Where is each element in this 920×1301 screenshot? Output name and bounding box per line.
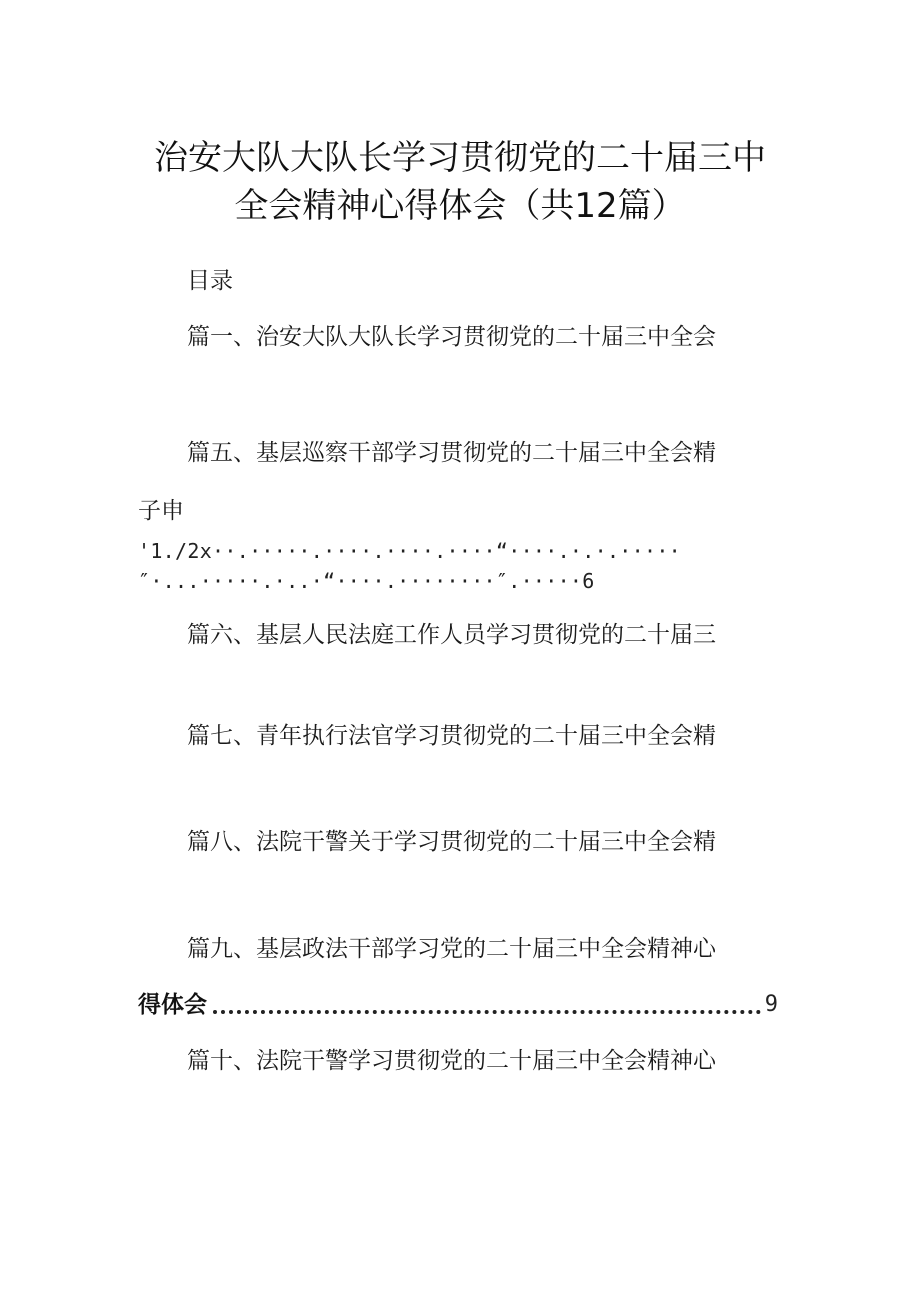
toc-entry-10[interactable]: 篇十、法院干警学习贯彻党的二十届三中全会精神心 <box>187 1048 716 1074</box>
toc-entry-8[interactable]: 篇八、法院干警关于学习贯彻党的二十届三中全会精 <box>187 829 716 855</box>
document-title-line-1: 治安大队大队长学习贯彻党的二十届三中 <box>154 138 766 178</box>
toc-entry-5[interactable]: 篇五、基层巡察干部学习贯彻党的二十届三中全会精 <box>187 440 716 466</box>
toc-entry-9[interactable]: 篇九、基层政法干部学习党的二十届三中全会精神心 <box>187 936 716 962</box>
document-title-line-2: 全会精神心得体会（共12篇） <box>234 186 686 226</box>
toc-entry-6[interactable]: 篇六、基层人民法庭工作人员学习贯彻党的二十届三 <box>187 622 716 648</box>
toc-page-number: 9 <box>764 992 778 1017</box>
toc-garbled-leader-line-2: ″·...·····.·..·“····.········″.·····6 <box>138 569 595 593</box>
toc-entry-7[interactable]: 篇七、青年执行法官学习贯彻党的二十届三中全会精 <box>187 723 716 749</box>
toc-entry-1[interactable]: 篇一、治安大队大队长学习贯彻党的二十届三中全会 <box>187 324 716 350</box>
toc-entry-9-continuation[interactable] <box>138 988 778 1020</box>
toc-garbled-leader-line-1: '1./2x··.·····.····.····.····“····.·.·.····· <box>138 539 682 563</box>
toc-heading: 目录 <box>187 268 233 294</box>
toc-entry-9-tail-text: 得体会 <box>138 992 207 1018</box>
dot-leader <box>213 1009 761 1014</box>
toc-entry-5-continuation: 子申 <box>138 498 184 524</box>
